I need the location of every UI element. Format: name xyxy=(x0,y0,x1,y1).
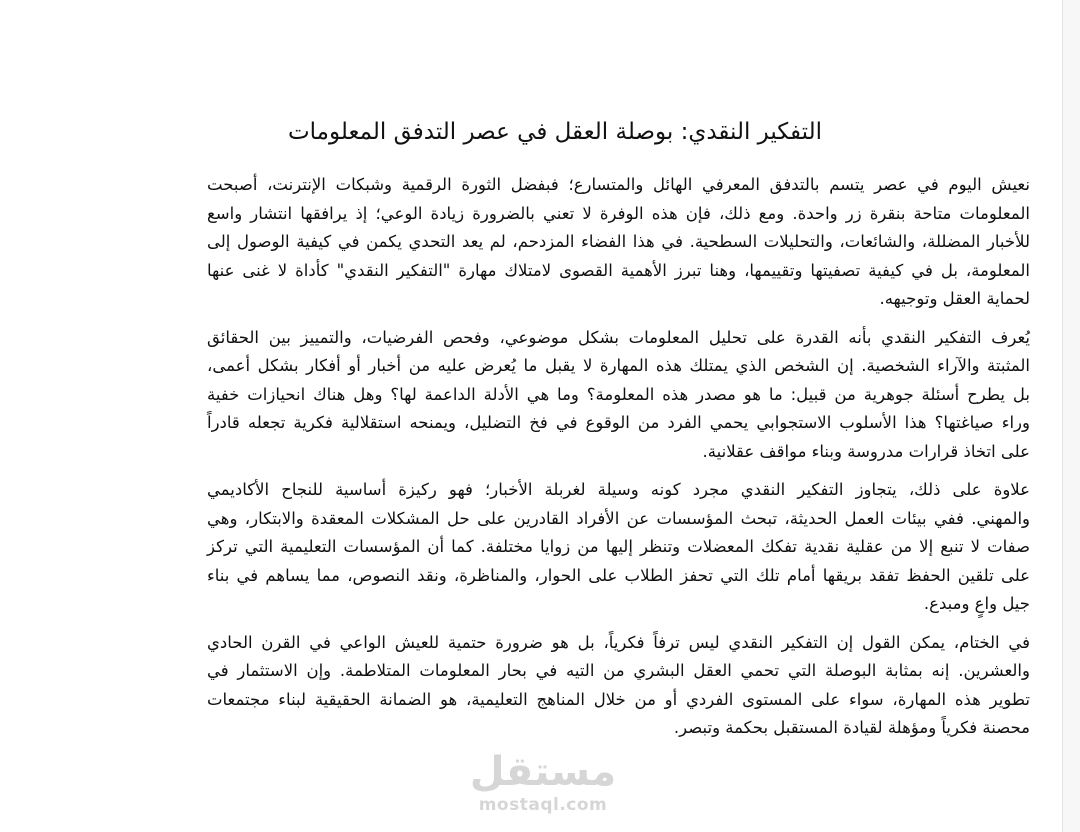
document-title: التفكير النقدي: بوصلة العقل في عصر التدفق المعلومات xyxy=(288,119,822,145)
paragraph-line: بل يطرح أسئلة جوهرية من قبيل: ما هو مصدر هذه المعلومة؟ وما هي الأدلة الداعمة لها؟ وهل هناك انحيازات خفية xyxy=(207,384,1030,404)
paragraph-4 xyxy=(207,629,1030,743)
paragraph-line: يُعرف التفكير النقدي بأنه القدرة على تحليل المعلومات بشكل موضوعي، وفحص الفرضيات، والتمييز بين الحقائق xyxy=(207,327,1030,347)
paragraph-line: في الختام، يمكن القول إن التفكير النقدي ليس ترفاً فكرياً، بل هو ضرورة حتمية للعيش الواعي في القرن الحادي xyxy=(207,632,1030,652)
paragraph-line: صفات لا تنبع إلا من عقلية نقدية تفكك المعضلات وتنظر إليها من زوايا مختلفة. كما أن المؤسسات التعليمية التي تركز xyxy=(207,537,1030,556)
watermark xyxy=(453,750,633,816)
paragraph-line: للأخبار المضللة، والشائعات، والتحليلات السطحية. في هذا الفضاء المزدحم، لم يعد التحدي يكمن في كيفية الوصول إلى xyxy=(207,232,1030,251)
paragraph-line: تطوير هذه المهارة، سواء على المستوى الفردي أو من خلال المناهج التعليمية، هو الضمانة الحقيقية لبناء مجتمعات xyxy=(207,689,1030,709)
page-edge xyxy=(1062,0,1080,832)
paragraph-line: نعيش اليوم في عصر يتسم بالتدفق المعرفي الهائل والمتسارع؛ فبفضل الثورة الرقمية وشبكات الإنترنت، أصبحت xyxy=(207,175,1030,194)
paragraph-line: المعلومات متاحة بنقرة زر واحدة. ومع ذلك، فإن هذه الوفرة لا تعني بالضرورة زيادة الوعي؛ إذ يرافقها انتشار واسع xyxy=(207,203,1030,223)
paragraph-line: والعشرين. إنه بمثابة البوصلة التي تحمي العقل البشري من التيه في بحار المعلومات المتلاطمة. وإن الاستثمار في xyxy=(207,661,1030,680)
paragraph-line: وراء صياغتها؟ هذا الأسلوب الاستجوابي يحمي الفرد من الوقوع في فخ التضليل، ويمنحه استقلالية فكرية تجعله قادراً xyxy=(207,413,1030,432)
paragraph-line: علاوة على ذلك، يتجاوز التفكير النقدي مجرد كونه وسيلة لغربلة الأخبار؛ فهو ركيزة أساسية للنجاح الأكاديمي xyxy=(207,480,1030,499)
paragraph-line: المثبتة والآراء الشخصية. إن الشخص الذي يمتلك هذه المهارة لا يقبل ما يُعرض عليه من أخبار أو أفكار بشكل أعمى، xyxy=(207,356,1030,375)
paragraph-2 xyxy=(207,324,1030,467)
paragraph-line: المعلومة، بل في كيفية تصفيتها وتقييمها، وهنا تبرز الأهمية القصوى لامتلاك مهارة "التفكير النقدي" كأداة لا غنى عنها xyxy=(207,260,1030,280)
paragraph-1 xyxy=(207,171,1030,314)
document-body xyxy=(207,171,1030,753)
watermark-logo: مستقل xyxy=(469,749,617,795)
paragraph-line: على اتخاذ قرارات مدروسة وبناء مواقف عقلانية. xyxy=(702,441,1030,461)
paragraph-line: لحماية العقل وتوجيهه. xyxy=(879,289,1030,308)
paragraph-line: والمهني. ففي بيئات العمل الحديثة، تبحث المؤسسات عن الأفراد القادرين على حل المشكلات المعقدة والابتكار، وهي xyxy=(207,508,1030,528)
paragraph-3 xyxy=(207,476,1030,619)
paragraph-line: جيل واعٍ ومبدع. xyxy=(923,594,1030,613)
paragraph-line: على تلقين الحفظ تفقد بريقها أمام تلك التي تحفز الطلاب على الحوار، والمناظرة، ونقد النصوص، مما يساهم في بناء xyxy=(207,565,1030,585)
watermark-url: mostaql.com xyxy=(478,795,608,815)
paragraph-line: محصنة فكرياً ومؤهلة لقيادة المستقبل بحكمة وتبصر. xyxy=(673,718,1030,737)
